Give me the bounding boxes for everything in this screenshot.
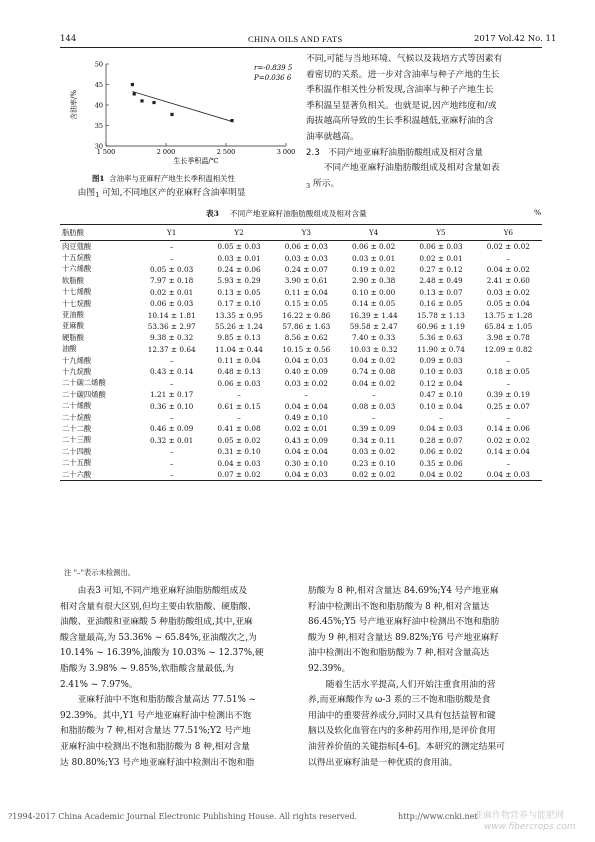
right-line-0: 不同,可能与当地环境、气候以及栽培方式等因素有 <box>306 54 503 64</box>
page-number: 144 <box>60 34 77 44</box>
br-line-1: 籽油中检测出不饱和脂肪酸为 8 种,相对含量达 <box>308 601 490 612</box>
value-cell: 0.43 ± 0.09 <box>284 435 328 445</box>
table-row <box>60 309 542 320</box>
table-row <box>60 287 542 298</box>
figure-1-chart <box>60 52 300 174</box>
value-cell: 0.32 ± 0.01 <box>150 435 194 445</box>
value-cell: 7.40 ± 0.33 <box>352 333 396 343</box>
value-cell: 0.19 ± 0.02 <box>352 264 396 274</box>
value-cell: – <box>304 390 309 400</box>
value-cell: 0.18 ± 0.05 <box>486 367 530 377</box>
data-point <box>133 92 136 95</box>
value-cell: 59.58 ± 2.47 <box>349 321 398 331</box>
section-line-2: 所示。 <box>310 178 340 189</box>
p-value: P=0.036 6 <box>254 74 292 82</box>
value-cell: – <box>237 390 241 400</box>
value-cell: 0.02 ± 0.02 <box>486 435 530 445</box>
value-cell: 0.28 ± 0.07 <box>419 435 463 445</box>
col-header-y3: Y3 <box>273 225 340 241</box>
value-cell: 65.84 ± 1.05 <box>484 321 533 331</box>
col-header-fatty-acid: 脂肪酸 <box>60 225 138 241</box>
value-cell: 0.14 ± 0.04 <box>486 447 530 457</box>
value-cell: 0.04 ± 0.03 <box>475 469 542 481</box>
table-row <box>60 412 542 423</box>
table-row <box>60 366 542 377</box>
value-cell: 2.48 ± 0.49 <box>419 276 463 286</box>
value-cell: 3.90 ± 0.61 <box>284 276 328 286</box>
table-row <box>60 298 542 309</box>
value-cell: – <box>371 413 376 423</box>
left-intro-sentence <box>60 186 292 202</box>
bl-line-9: 和脂肪酸为 7 种,相对含量达 77.51%;Y2 号产地 <box>60 726 251 737</box>
value-cell: 0.06 ± 0.02 <box>352 242 396 252</box>
value-cell: 0.04 ± 0.03 <box>217 458 261 468</box>
fatty-acid-name-cell: 十九烷酸 <box>62 366 92 376</box>
br-line-5: 92.39%。 <box>308 663 351 674</box>
fatty-acid-name-cell: 二十碳四烯酸 <box>62 389 106 399</box>
value-cell: – <box>169 458 174 468</box>
data-point <box>131 83 134 86</box>
x-tick-label: 2 500 <box>216 148 236 156</box>
value-cell: 0.35 ± 0.06 <box>419 458 463 468</box>
value-cell: 0.11 ± 0.04 <box>217 356 261 366</box>
br-line-3: 酸为 9 种,相对含量达 89.82%;Y6 号产地亚麻籽 <box>308 632 499 643</box>
br-line-11: 以得出亚麻籽油是一种优质的食用油。 <box>308 757 458 768</box>
value-cell: 16.39 ± 1.44 <box>349 310 398 320</box>
value-cell: 1.21 ± 0.17 <box>150 390 194 400</box>
x-axis-label: 生长季积温/℃ <box>173 157 219 165</box>
value-cell: 0.16 ± 0.05 <box>419 299 463 309</box>
value-cell: 15.78 ± 1.13 <box>417 310 465 320</box>
y-tick-label: 30 <box>94 142 103 151</box>
value-cell: – <box>506 356 511 366</box>
value-cell: – <box>169 253 174 263</box>
value-cell: 0.04 ± 0.03 <box>419 424 463 434</box>
data-point <box>230 119 233 122</box>
col-header-y5: Y5 <box>407 225 474 241</box>
value-cell: 0.14 ± 0.05 <box>352 299 396 309</box>
value-cell: – <box>371 390 376 400</box>
left-intro-post: 可知,不同地区产的亚麻籽含油率明显 <box>99 188 246 198</box>
table-row <box>60 423 542 434</box>
value-cell: 13.75 ± 1.28 <box>484 310 533 320</box>
value-cell: 0.02 ± 0.02 <box>486 242 530 252</box>
fatty-acid-table <box>60 224 542 481</box>
value-cell: 0.11 ± 0.04 <box>284 287 328 297</box>
br-line-8: 用油中的重要营养成分,同时又具有包括益智和键 <box>308 710 496 721</box>
value-cell: 0.04 ± 0.03 <box>284 356 328 366</box>
value-cell: 0.25 ± 0.07 <box>486 401 530 411</box>
value-cell: 5.93 ± 0.29 <box>217 276 261 286</box>
left-intro-pre: 由图 <box>77 188 96 198</box>
table-row <box>60 264 542 275</box>
br-line-0: 肪酸为 8 种,相对含量达 84.69%;Y4 号产地亚麻 <box>308 586 499 596</box>
bl-line-10: 亚麻籽油中检测出不饱和脂肪酸为 8 种,相对含量 <box>60 741 250 752</box>
value-cell: 0.14 ± 0.06 <box>486 424 530 434</box>
fatty-acid-name-cell: 软脂酸 <box>62 275 84 285</box>
value-cell: 0.05 ± 0.04 <box>486 299 530 309</box>
value-cell: 9.38 ± 0.32 <box>150 333 194 343</box>
value-cell: 2.90 ± 0.38 <box>352 276 396 286</box>
bl-line-6: 2.41% ~ 7.97%。 <box>60 679 138 690</box>
table-note: 注 "–"表示未检测出。 <box>64 568 136 577</box>
value-cell: – <box>138 469 205 481</box>
watermark-url: www.fibercrops.com <box>484 822 576 832</box>
value-cell: 5.36 ± 0.63 <box>419 333 463 343</box>
fatty-acid-name-cell: 十五烷酸 <box>62 253 92 263</box>
value-cell: 0.40 ± 0.09 <box>284 367 328 377</box>
fatty-acid-name-cell: 油酸 <box>62 344 77 354</box>
table-row <box>60 457 542 468</box>
value-cell: 0.23 ± 0.10 <box>352 458 396 468</box>
watermark-cn: 亚麻作物营养与能肥网 <box>474 811 565 821</box>
value-cell: 0.03 ± 0.02 <box>284 378 328 388</box>
value-cell: 0.03 ± 0.01 <box>352 253 396 263</box>
fatty-acid-name-cell: 十七烷酸 <box>62 298 92 308</box>
col-header-y2: Y2 <box>205 225 272 241</box>
y-axis-label: 含油率/% <box>70 89 78 121</box>
figure-caption-text: 含油率与亚麻籽产地生长季积温相关性 <box>109 174 235 183</box>
value-cell: 16.22 ± 0.86 <box>282 310 331 320</box>
value-cell: 0.04 ± 0.02 <box>407 469 474 481</box>
fatty-acid-name-cell: 硬脂酸 <box>62 332 84 342</box>
table-row <box>60 400 542 411</box>
figure-label: 图1 <box>92 174 105 183</box>
data-point <box>170 113 173 116</box>
value-cell: 10.14 ± 1.81 <box>147 310 196 320</box>
value-cell: 0.39 ± 0.09 <box>352 424 396 434</box>
value-cell: 0.05 ± 0.03 <box>217 242 261 252</box>
value-cell: 7.97 ± 0.18 <box>150 276 194 286</box>
table-row <box>60 252 542 263</box>
value-cell: – <box>506 413 511 423</box>
value-cell: 0.02 ± 0.01 <box>419 253 463 263</box>
figure-caption <box>92 173 235 184</box>
value-cell: 0.74 ± 0.08 <box>352 367 396 377</box>
right-line-3: 季积温呈显著负相关。也就是说,因产地纬度和/或 <box>306 100 497 111</box>
value-cell: 0.10 ± 0.03 <box>419 367 463 377</box>
value-cell: 13.35 ± 0.95 <box>215 310 263 320</box>
value-cell: 0.03 ± 0.02 <box>486 287 530 297</box>
table-unit: % <box>534 208 542 217</box>
value-cell: 0.61 ± 0.15 <box>217 401 261 411</box>
issue-info: 2017 Vol.42 No. 11 <box>474 34 557 44</box>
value-cell: 0.03 ± 0.02 <box>352 447 396 457</box>
value-cell: 0.06 ± 0.03 <box>284 242 328 252</box>
value-cell: 0.06 ± 0.03 <box>150 299 194 309</box>
value-cell: 0.30 ± 0.10 <box>284 458 328 468</box>
footer-url[interactable]: http://www.cnki.net <box>398 812 478 821</box>
value-cell: 0.09 ± 0.03 <box>419 356 463 366</box>
trend-line <box>132 91 233 121</box>
value-cell: 0.04 ± 0.02 <box>352 356 396 366</box>
value-cell: 0.13 ± 0.05 <box>217 287 261 297</box>
table-row <box>60 344 542 355</box>
value-cell: 0.05 ± 0.02 <box>217 435 261 445</box>
table-row <box>60 389 542 400</box>
value-cell: 0.13 ± 0.07 <box>419 287 463 297</box>
table-row <box>60 321 542 332</box>
value-cell: 9.85 ± 0.13 <box>217 333 261 343</box>
right-line-4: 海拔越高所导致的生长季积温越低,亚麻籽油的含 <box>306 116 494 127</box>
value-cell: 0.48 ± 0.13 <box>217 367 261 377</box>
section-line-2-num: 3 <box>306 181 311 190</box>
br-line-2: 86.45%;Y5 号产地亚麻籽油中检测出不饱和脂肪 <box>308 617 500 628</box>
y-tick-label: 50 <box>94 60 103 69</box>
y-tick-label: 40 <box>94 101 103 110</box>
table-header-row <box>60 225 542 241</box>
right-top-text <box>306 52 542 192</box>
fatty-acid-name-cell: 肉豆蔻酸 <box>62 241 92 251</box>
bl-line-0: 由表3 可知,不同产地亚麻籽油脂肪酸组成及 <box>77 586 248 596</box>
data-point <box>152 101 155 104</box>
value-cell: 0.02 ± 0.01 <box>284 424 328 434</box>
fatty-acid-name-cell: 十七烯酸 <box>62 287 92 297</box>
value-cell: 0.06 ± 0.02 <box>419 447 463 457</box>
bl-line-5: 脂酸为 3.98% ~ 9.85%,软脂酸含量最低,为 <box>60 663 235 674</box>
br-line-4: 油中检测出不饱和脂肪酸为 7 种,相对含量高达 <box>308 648 490 659</box>
table-row <box>60 469 542 481</box>
table-label: 表3 <box>206 209 219 218</box>
value-cell: 0.34 ± 0.11 <box>352 435 396 445</box>
fatty-acid-name-cell: 十六烯酸 <box>62 264 92 274</box>
value-cell: 0.04 ± 0.04 <box>284 401 328 411</box>
value-cell: 0.04 ± 0.02 <box>486 264 530 274</box>
fatty-acid-name-cell: 亚油酸 <box>62 310 84 320</box>
r-value: r=-0.839 5 <box>254 64 293 72</box>
value-cell: – <box>169 447 174 457</box>
right-line-2: 季积温作相关性分析发现,含油率与种子产地生长 <box>306 85 494 96</box>
fatty-acid-name-cell: 二十二酸 <box>62 423 92 433</box>
value-cell: 0.03 ± 0.03 <box>284 253 328 263</box>
header-rule <box>60 47 542 48</box>
right-line-5: 油率就越高。 <box>306 131 359 142</box>
value-cell: 0.31 ± 0.10 <box>217 447 261 457</box>
col-header-y4: Y4 <box>340 225 407 241</box>
value-cell: 0.24 ± 0.07 <box>284 264 328 274</box>
value-cell: 0.43 ± 0.14 <box>150 367 194 377</box>
fatty-acid-name-cell: 二十碳二烯酸 <box>62 378 106 388</box>
value-cell: 2.41 ± 0.60 <box>486 276 530 286</box>
footer-copyright: ?1994-2017 China Academic Journal Electronic Publishing House. All rights reserved. <box>8 812 358 821</box>
table-row <box>60 446 542 457</box>
value-cell: 0.36 ± 0.10 <box>150 401 194 411</box>
right-line-1: 着密切的关系。进一步对含油率与种子产地的生长 <box>306 69 500 80</box>
table-row <box>60 355 542 366</box>
value-cell: 0.24 ± 0.06 <box>217 264 261 274</box>
fatty-acid-name-cell: 二十四酸 <box>62 446 92 456</box>
value-cell: 0.39 ± 0.19 <box>486 390 530 400</box>
value-cell: 0.02 ± 0.02 <box>340 469 407 481</box>
bottom-right-text <box>308 584 542 771</box>
left-intro-num: 1 <box>95 191 100 199</box>
br-line-7: 养,而亚麻酸作为 ω-3 系的三不饱和脂肪酸是食 <box>308 695 491 706</box>
value-cell: – <box>169 242 174 252</box>
value-cell: 0.06 ± 0.03 <box>217 378 261 388</box>
fatty-acid-name-cell: 二十六酸 <box>60 469 138 481</box>
journal-name: CHINA OILS AND FATS <box>248 34 343 44</box>
value-cell: 53.36 ± 2.97 <box>147 321 196 331</box>
section-title: 2.3 不同产地亚麻籽油脂肪酸组成及相对含量 <box>306 147 483 158</box>
value-cell: – <box>169 413 174 423</box>
value-cell: 11.90 ± 0.74 <box>417 344 465 354</box>
table-row <box>60 275 542 286</box>
value-cell: – <box>439 413 443 423</box>
x-tick-label: 3 000 <box>276 148 296 156</box>
bl-line-7: 亚麻籽油中不饱和脂肪酸含量高达 77.51% ~ <box>77 695 257 706</box>
value-cell: 11.04 ± 0.44 <box>215 344 263 354</box>
table-title: 不同产地亚麻籽油脂肪酸组成及相对含量 <box>230 209 367 218</box>
table-row <box>60 435 542 446</box>
value-cell: 60.96 ± 1.19 <box>417 321 465 331</box>
value-cell: 0.47 ± 0.10 <box>419 390 463 400</box>
value-cell: 12.37 ± 0.64 <box>147 344 196 354</box>
value-cell: 0.03 ± 0.01 <box>217 253 261 263</box>
value-cell: – <box>169 356 174 366</box>
value-cell: 0.15 ± 0.05 <box>284 299 328 309</box>
fatty-acid-name-cell: 十九烯酸 <box>62 355 92 365</box>
value-cell: 0.46 ± 0.09 <box>150 424 194 434</box>
y-tick-label: 45 <box>94 80 103 89</box>
fatty-acid-name-cell: 二十三酸 <box>62 435 92 445</box>
bl-line-8: 92.39%。其中,Y1 号产地亚麻籽油中检测出不饱 <box>60 710 252 721</box>
value-cell: – <box>506 253 511 263</box>
bl-line-4: 10.14% ~ 16.39%,油酸为 10.03% ~ 12.37%,硬 <box>60 648 264 659</box>
value-cell: 0.10 ± 0.04 <box>419 401 463 411</box>
bl-line-11: 达 80.80%;Y3 号产地亚麻籽油中检测出不饱和脂 <box>60 757 255 768</box>
value-cell: 0.27 ± 0.12 <box>419 264 463 274</box>
value-cell: 0.04 ± 0.03 <box>273 469 340 481</box>
value-cell: 0.05 ± 0.03 <box>150 264 194 274</box>
value-cell: 0.10 ± 0.00 <box>352 287 396 297</box>
fatty-acid-name-cell: 二十烯酸 <box>62 401 92 411</box>
value-cell: – <box>506 458 511 468</box>
fatty-acid-name-cell: 二十五酸 <box>62 458 92 468</box>
value-cell: 10.03 ± 0.32 <box>349 344 398 354</box>
value-cell: – <box>506 378 511 388</box>
value-cell: 10.15 ± 0.56 <box>282 344 331 354</box>
bl-line-1: 相对含量有很大区别,但均主要由软脂酸、硬脂酸、 <box>60 601 257 612</box>
value-cell: 57.86 ± 1.63 <box>282 321 331 331</box>
fatty-acid-name-cell: 亚麻酸 <box>62 321 84 331</box>
br-line-9: 脑以及软化血管在内的多种药用作用,是评价食用 <box>308 726 496 737</box>
br-line-10: 油营养价值的关键指标[4-6]。本研究的测定结果可 <box>308 741 505 752</box>
table-row <box>60 241 542 253</box>
value-cell: – <box>237 413 241 423</box>
bl-line-2: 油酸、亚油酸和亚麻酸 5 种脂肪酸组成,其中,亚麻 <box>60 617 253 628</box>
value-cell: – <box>169 378 174 388</box>
value-cell: 12.09 ± 0.82 <box>484 344 533 354</box>
bl-line-3: 酸含量最高,为 53.36% ~ 65.84%,亚油酸次之,为 <box>60 632 257 643</box>
value-cell: 55.26 ± 1.24 <box>215 321 263 331</box>
value-cell: 0.06 ± 0.03 <box>419 242 463 252</box>
br-line-6: 随着生活水平提高,人们开始注重食用油的营 <box>325 679 496 690</box>
value-cell: 0.12 ± 0.04 <box>419 378 463 388</box>
fatty-acid-name-cell: 二十烷酸 <box>62 412 92 422</box>
section-line-1: 不同产地亚麻籽油脂肪酸组成及相对含量如表 <box>323 163 500 174</box>
col-header-y6: Y6 <box>475 225 542 241</box>
value-cell: 0.08 ± 0.03 <box>352 401 396 411</box>
table-row <box>60 332 542 343</box>
value-cell: 8.56 ± 0.62 <box>284 333 328 343</box>
col-header-y1: Y1 <box>138 225 205 241</box>
value-cell: 0.04 ± 0.02 <box>352 378 396 388</box>
value-cell: 0.49 ± 0.10 <box>284 413 328 423</box>
value-cell: 0.17 ± 0.10 <box>217 299 261 309</box>
value-cell: 0.04 ± 0.04 <box>284 447 328 457</box>
value-cell: 0.41 ± 0.08 <box>217 424 261 434</box>
y-tick-label: 35 <box>94 121 103 130</box>
table-row <box>60 378 542 389</box>
x-tick-label: 2 000 <box>156 148 176 156</box>
value-cell: 3.98 ± 0.78 <box>486 333 530 343</box>
data-point <box>140 99 143 102</box>
value-cell: 0.02 ± 0.01 <box>150 287 194 297</box>
bottom-left-text <box>60 584 294 771</box>
value-cell: 0.07 ± 0.02 <box>205 469 272 481</box>
x-tick-label: 1 500 <box>96 148 116 156</box>
